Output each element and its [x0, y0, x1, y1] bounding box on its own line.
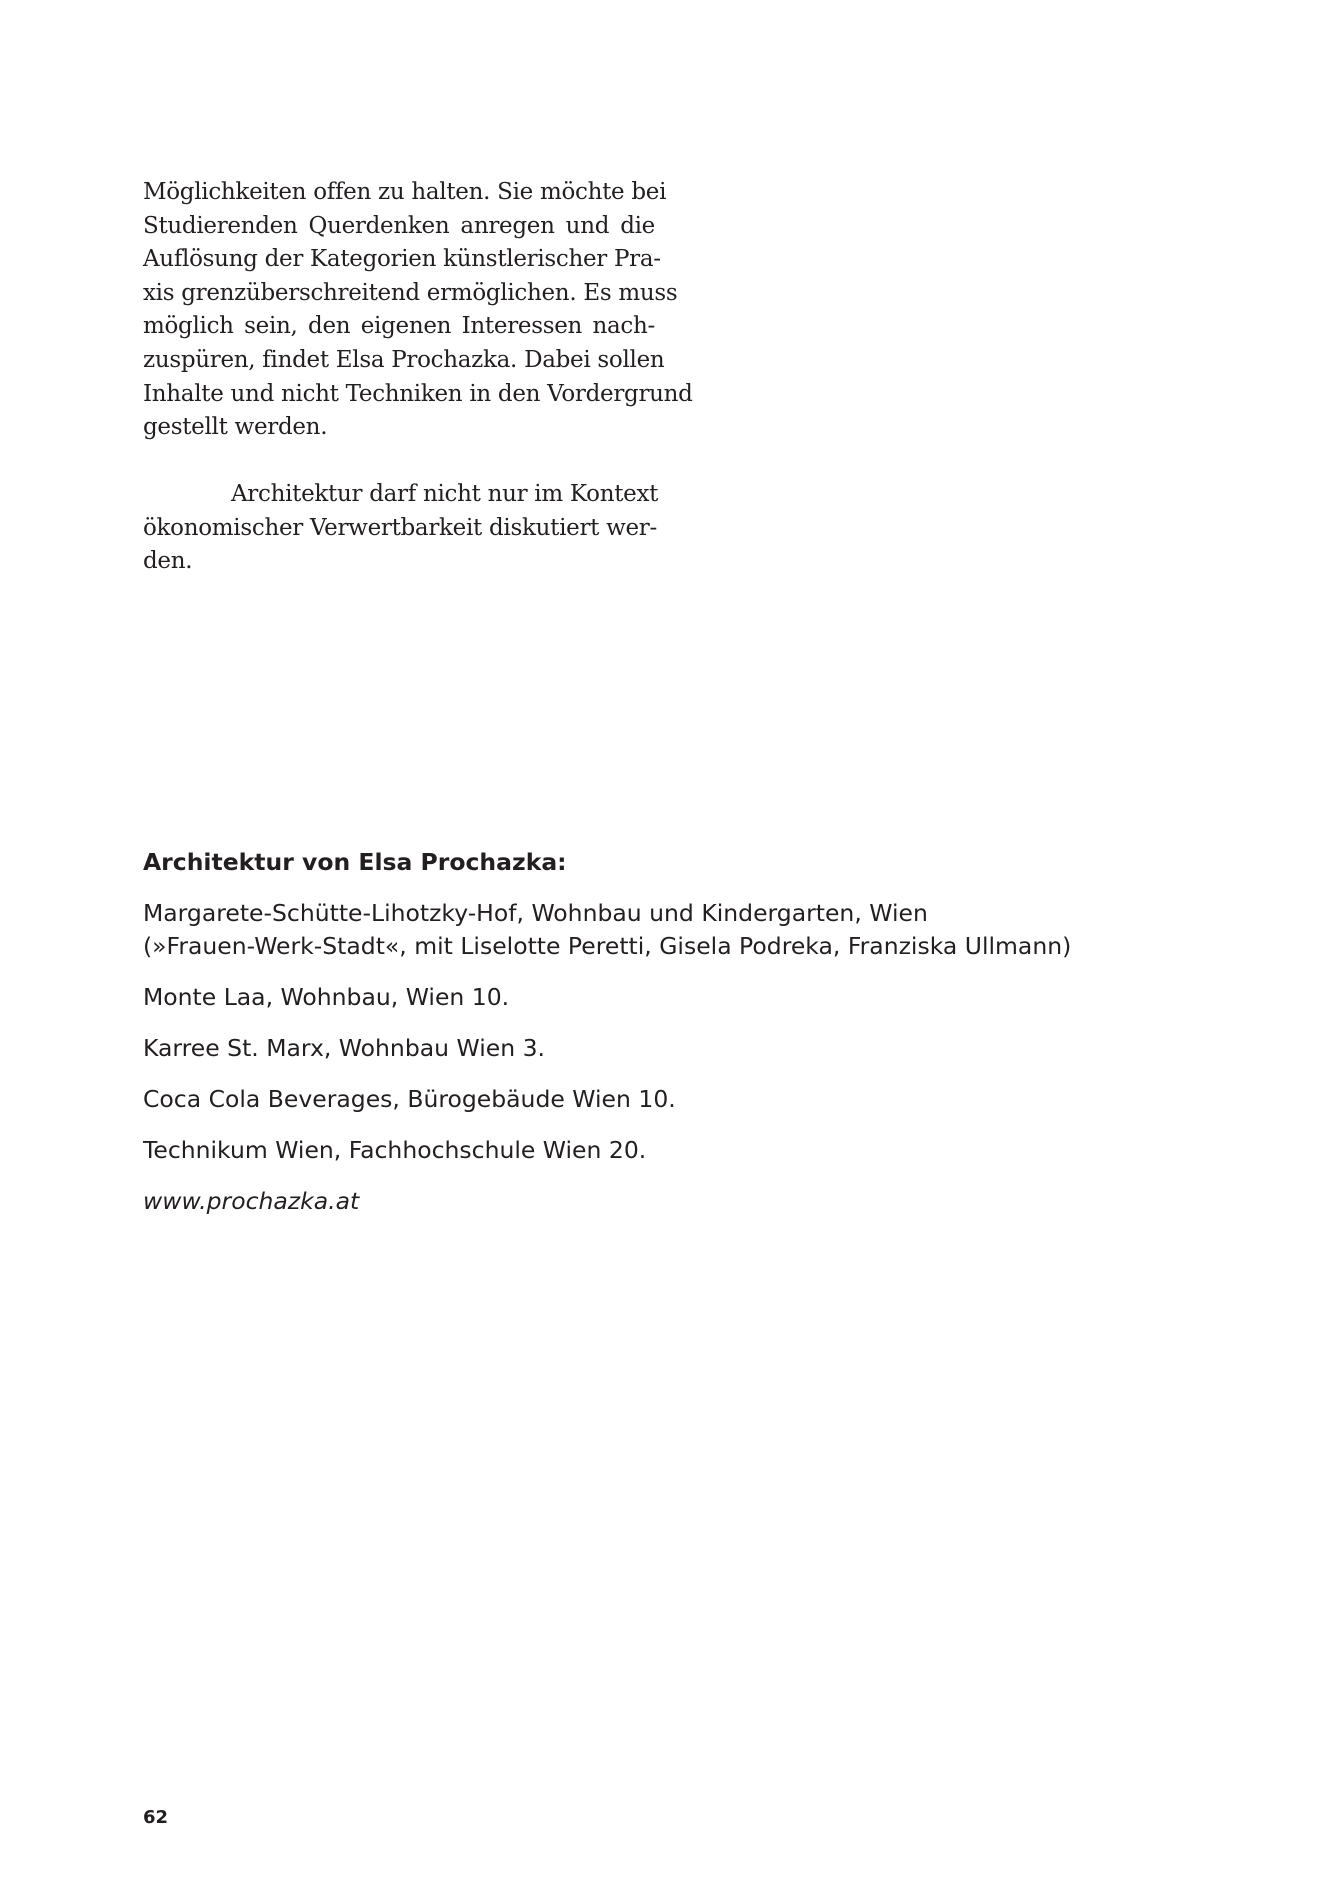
paragraph-line: xis grenzüberschreitend ermöglichen. Es muss — [143, 279, 678, 306]
works-heading: Architektur von Elsa Prochazka: — [143, 848, 567, 876]
paragraph-line: zuspüren, findet Elsa Prochazka. Dabei sollen — [143, 346, 665, 373]
paragraph-line: Inhalte und nicht Techniken in den Vordergrund — [143, 380, 693, 407]
paragraph-line: Möglichkeiten offen zu halten. Sie möchte bei — [143, 179, 667, 205]
paragraph-line: Architektur darf nicht nur im Kontext — [231, 481, 659, 507]
work-item-line: Monte Laa, Wohnbau, Wien 10. — [143, 983, 510, 1011]
paragraph-line: ökonomischer Verwertbarkeit diskutiert wer- — [143, 514, 657, 541]
website-link[interactable]: www.prochazka.at — [143, 1187, 360, 1215]
work-item-line: Coca Cola Beverages, Bürogebäude Wien 10. — [143, 1085, 676, 1113]
work-item-line: Technikum Wien, Fachhochschule Wien 20. — [143, 1136, 647, 1164]
work-item — [143, 1083, 1203, 1116]
paragraph-line: den. — [143, 548, 193, 575]
page-number: 62 — [143, 1807, 169, 1828]
work-item — [143, 1032, 1203, 1065]
work-item — [143, 981, 1203, 1014]
work-item-line: (»Frauen-Werk-Stadt«, mit Liselotte Peretti, Gisela Podreka, Franziska Ullmann) — [143, 932, 1072, 960]
work-item-line: Karree St. Marx, Wohnbau Wien 3. — [143, 1034, 546, 1062]
body-paragraph-1 — [143, 176, 693, 445]
work-item-line: Margarete-Schütte-Lihotzky-Hof, Wohnbau und Kindergarten, Wien — [143, 899, 928, 927]
work-item — [143, 897, 1203, 963]
paragraph-line: Auflösung der Kategorien künstlerischer Pra- — [143, 246, 661, 273]
works-list — [143, 846, 1203, 1218]
work-item — [143, 1134, 1203, 1167]
paragraph-line: gestellt werden. — [143, 414, 328, 441]
paragraph-line: Studierenden Querdenken anregen und die — [143, 212, 655, 239]
paragraph-line: möglich sein, den eigenen Interessen nach- — [143, 313, 655, 340]
body-paragraph-2 — [143, 478, 659, 579]
